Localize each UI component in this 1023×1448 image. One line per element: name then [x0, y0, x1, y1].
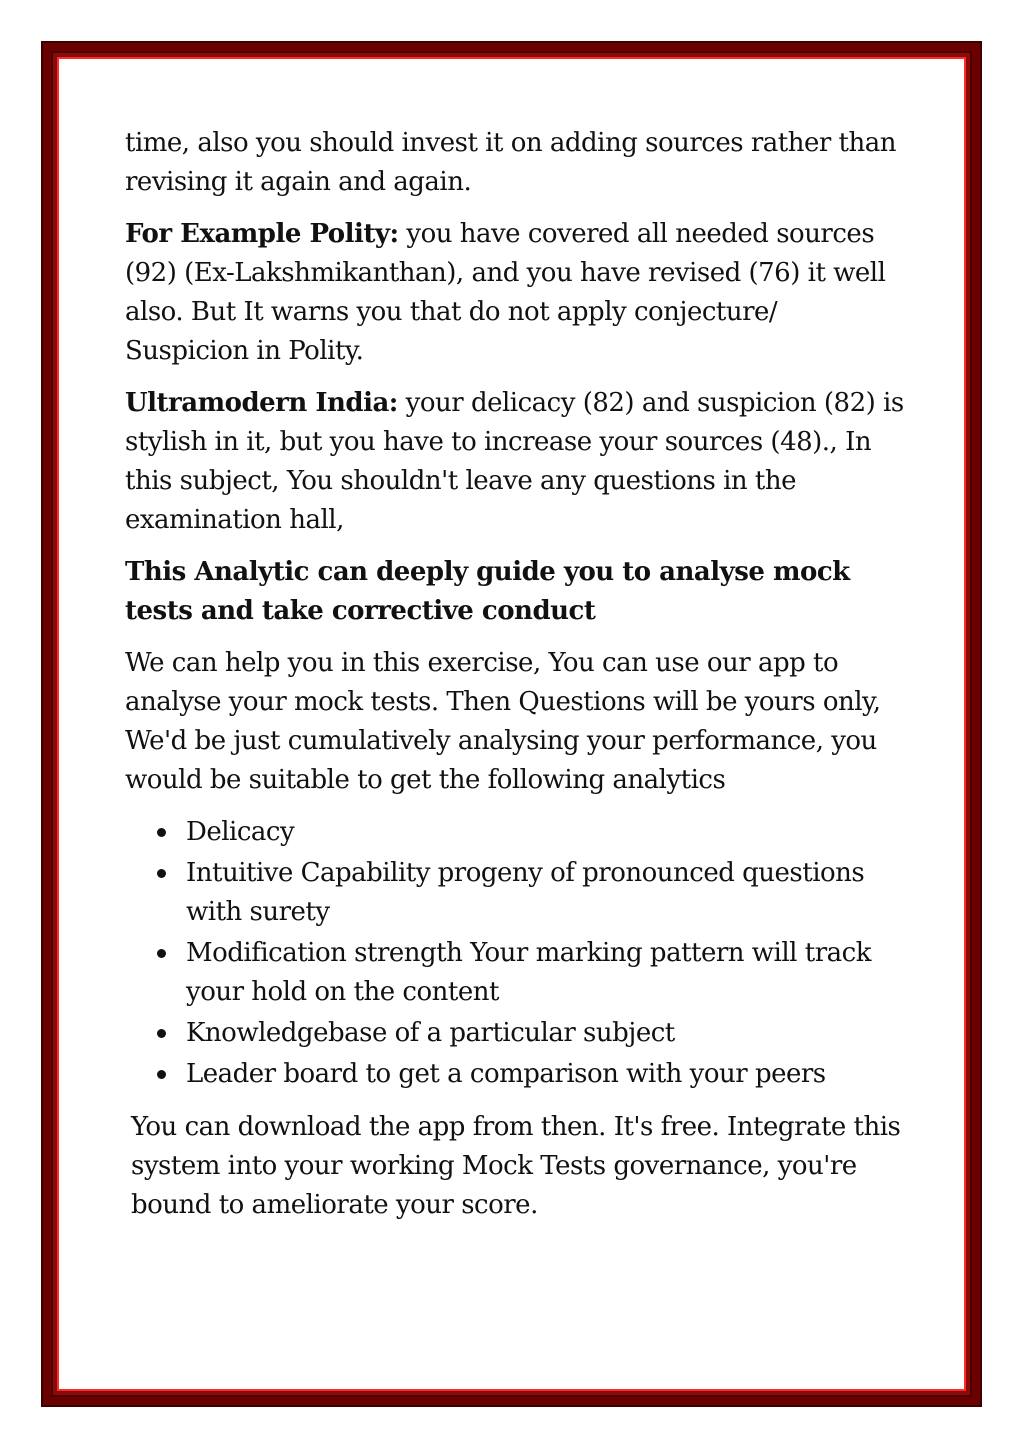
modern-india-label: Ultramodern India: [125, 388, 398, 418]
bullet-dot-icon [157, 828, 166, 837]
list-item: Knowledgebase of a particular subject [186, 1014, 905, 1053]
section-heading: This Analytic can deeply guide you to analyse mock tests and take corrective conduct [125, 557, 850, 626]
list-item: Modification strength Your marking pattern will track your hold on the content [186, 934, 905, 1012]
paragraph-intro: time, also you should invest it on adding sources rather than revising it again and again. [125, 128, 896, 197]
list-item: Leader board to get a comparison with your peers [186, 1055, 905, 1094]
bullet-dot-icon [157, 869, 166, 878]
bullet-dot-icon [157, 1070, 166, 1079]
polity-label: For Example Polity: [125, 219, 399, 249]
paragraph-app-help: We can help you in this exercise, You can use our app to analyse your mock tests. Then Questions will be yours only, We'd be just cumulatively analysing your performance, you would be suitable to get the following analytics [125, 648, 881, 795]
list-item: Intuitive Capability progeny of pronounced questions with surety [186, 854, 905, 932]
bullet-dot-icon [157, 1029, 166, 1038]
polity-text: you have covered all needed sources (92) (Ex-Lakshmikanthan), and you have revised (76) it well also. But It warns you that do not apply conjecture/ Suspicion in Polity. [125, 219, 886, 366]
paragraph-modern-india [125, 384, 905, 540]
paragraph-download: You can download the app from then. It's free. Integrate this system into your working Mock Tests governance, you're bound to ameliorate your score. [131, 1112, 901, 1220]
document-body [125, 124, 905, 1238]
analytics-list [125, 813, 905, 1094]
modern-india-text: your delicacy (82) and suspicion (82) is stylish in it, but you have to increase your sources (48)., In this subject, You shouldn't leave any questions in the examination hall, [125, 388, 904, 535]
bullet-dot-icon [157, 949, 166, 958]
list-item: Delicacy [186, 813, 905, 852]
paragraph-polity [125, 215, 905, 371]
